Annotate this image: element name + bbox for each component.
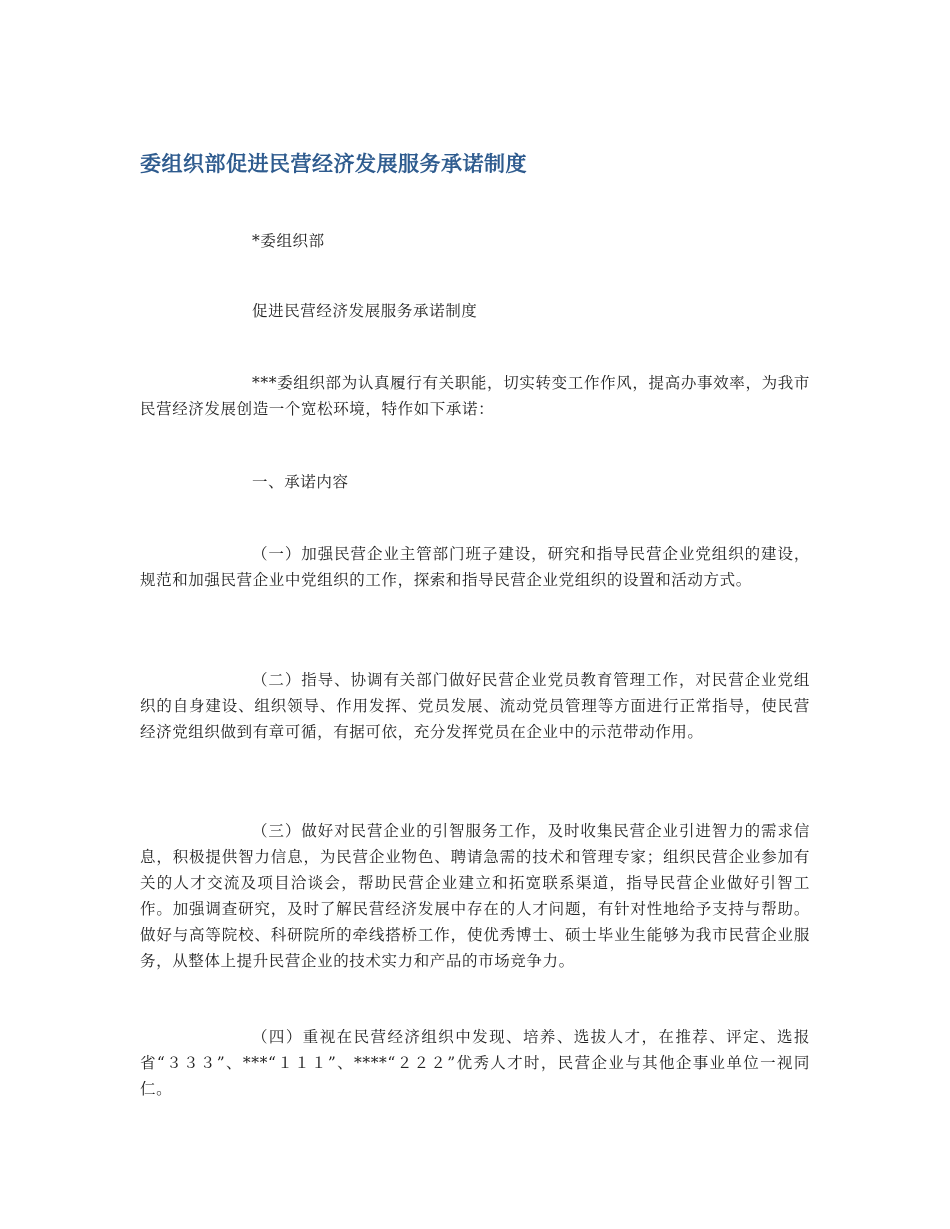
commitment-item-3: （三）做好对民营企业的引智服务工作，及时收集民营企业引进智力的需求信息，积极提供智力信息，为民营企业物色、聘请急需的技术和管理专家；组织民营企业参加有关的人才交流及项目洽谈会，帮助民营企业建立和拓宽联系渠道，指导民营企业做好引智工作。加强调查研究，及时了解民营经济发展中存在的人才问题，有针对性地给予支持与帮助。做好与高等院校、科研院所的牵线搭桥工作，使优秀博士、硕士毕业生能够为我市民营企业服务，从整体上提升民营企业的技术实力和产品的市场竞争力。 <box>140 822 810 970</box>
department-line: *委组织部 <box>252 232 325 250</box>
commitment-item-2: （二）指导、协调有关部门做好民营企业党员教育管理工作，对民营企业党组织的自身建设、组织领导、作用发挥、党员发展、流动党员管理等方面进行正常指导，使民营经济党组织做到有章可循，有据可依，充分发挥党员在企业中的示范带动作用。 <box>140 671 810 741</box>
document-subtitle: 促进民营经济发展服务承诺制度 <box>252 302 478 320</box>
document-title: 委组织部促进民营经济发展服务承诺制度 <box>140 152 527 176</box>
section-heading: 一、承诺内容 <box>252 473 349 491</box>
commitment-item-1: （一）加强民营企业主管部门班子建设，研究和指导民营企业党组织的建设，规范和加强民营企业中党组织的工作，探索和指导民营企业党组织的设置和活动方式。 <box>140 545 810 589</box>
commitment-item-4: （四）重视在民营经济组织中发现、培养、选拔人才，在推荐、评定、选报省“３３３”、***“１１１”、****“２２２”优秀人才时，民营企业与其他企事业单位一视同仁。 <box>140 1028 810 1098</box>
intro-paragraph: ***委组织部为认真履行有关职能，切实转变工作作风，提高办事效率，为我市民营经济发展创造一个宽松环境，特作如下承诺： <box>140 374 810 418</box>
